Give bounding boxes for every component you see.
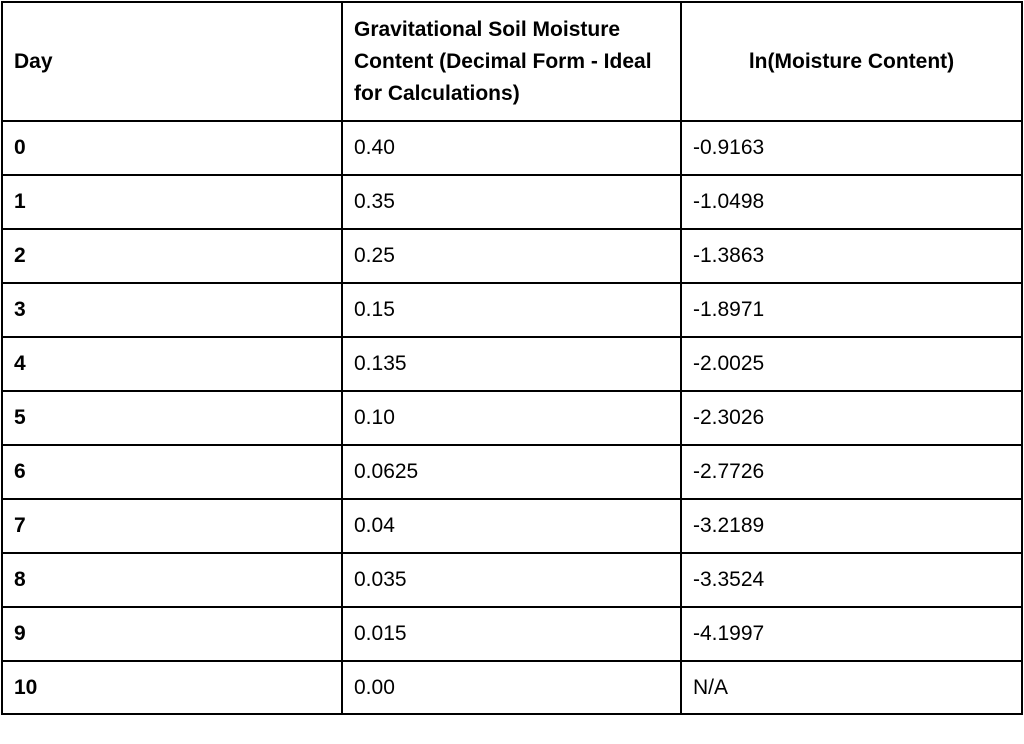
cell-ln-moisture: -2.3026 [681,391,1022,445]
table-row [2,553,1022,607]
table-row [2,175,1022,229]
cell-day: 8 [2,553,342,607]
header-row [2,2,1022,121]
cell-day: 7 [2,499,342,553]
table-row [2,391,1022,445]
cell-ln-moisture: -1.0498 [681,175,1022,229]
table-row [2,229,1022,283]
cell-ln-moisture: -1.8971 [681,283,1022,337]
cell-day: 1 [2,175,342,229]
cell-day: 4 [2,337,342,391]
cell-day: 9 [2,607,342,661]
table-row [2,499,1022,553]
cell-moisture-content: 0.10 [342,391,681,445]
cell-day: 6 [2,445,342,499]
cell-ln-moisture: -3.2189 [681,499,1022,553]
table-row [2,661,1022,714]
cell-day: 2 [2,229,342,283]
table-row [2,607,1022,661]
cell-moisture-content: 0.25 [342,229,681,283]
cell-ln-moisture: -2.0025 [681,337,1022,391]
cell-day: 0 [2,121,342,175]
table-row [2,445,1022,499]
header-moisture-content: Gravitational Soil Moisture Content (Decimal Form - Ideal for Calculations) [342,2,681,121]
cell-ln-moisture: -3.3524 [681,553,1022,607]
cell-moisture-content: 0.0625 [342,445,681,499]
cell-ln-moisture: -2.7726 [681,445,1022,499]
cell-moisture-content: 0.035 [342,553,681,607]
header-day: Day [2,2,342,121]
moisture-table [1,1,1023,715]
cell-day: 5 [2,391,342,445]
cell-moisture-content: 0.00 [342,661,681,714]
cell-ln-moisture: N/A [681,661,1022,714]
cell-ln-moisture: -1.3863 [681,229,1022,283]
cell-moisture-content: 0.35 [342,175,681,229]
table-row [2,121,1022,175]
table-row [2,337,1022,391]
cell-ln-moisture: -4.1997 [681,607,1022,661]
cell-day: 10 [2,661,342,714]
cell-moisture-content: 0.40 [342,121,681,175]
cell-ln-moisture: -0.9163 [681,121,1022,175]
cell-moisture-content: 0.04 [342,499,681,553]
table-row [2,283,1022,337]
cell-moisture-content: 0.15 [342,283,681,337]
header-ln-moisture: ln(Moisture Content) [681,2,1022,121]
cell-moisture-content: 0.135 [342,337,681,391]
cell-moisture-content: 0.015 [342,607,681,661]
cell-day: 3 [2,283,342,337]
